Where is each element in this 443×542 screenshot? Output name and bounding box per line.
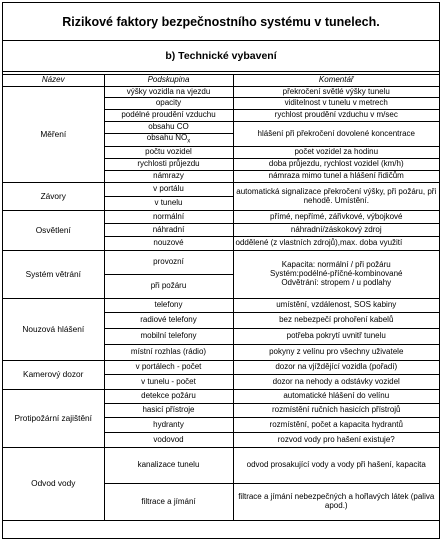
comment-cell: dozor na vjíždějící vozidla (pořadí)	[233, 361, 439, 375]
subgroup-cell: místní rozhlas (rádio)	[104, 345, 233, 361]
subgroup-cell: podélné proudění vzduchu	[104, 110, 233, 122]
comment-cell: hlášení při překročení dovolené koncentrace	[233, 122, 439, 147]
table-header-row	[3, 75, 439, 87]
subscript-x: x	[187, 139, 191, 145]
subgroup-cell: při požáru	[104, 275, 233, 299]
category-lighting: Osvětlení	[3, 211, 104, 251]
comment-cell: umístění, vzdálenost, SOS kabiny	[233, 299, 439, 313]
subgroup-cell: náhradní	[104, 224, 233, 237]
comment-cell: přímé, nepřímé, zářivkové, výbojkové	[233, 211, 439, 224]
subgroup-cell: mobilní telefony	[104, 329, 233, 345]
subgroup-cell: v portálech - počet	[104, 361, 233, 375]
subgroup-cell: detekce požáru	[104, 390, 233, 404]
comment-line: Systém:podélné-příčné-kombinované	[269, 269, 403, 279]
comment-cell	[233, 251, 439, 299]
category-emergency: Nouzová hlášení	[3, 299, 104, 361]
table-row	[3, 299, 439, 313]
comment-cell: automatická signalizace překročení výšky, při požáru, při nehodě. Umístění.	[233, 183, 439, 211]
category-barriers: Závory	[3, 183, 104, 211]
subgroup-cell: počtu vozidel	[104, 147, 233, 159]
document-sheet	[2, 2, 440, 539]
subgroup-cell	[104, 134, 233, 147]
subgroup-cell: opacity	[104, 98, 233, 110]
no-x-label: obsahu NO	[146, 133, 188, 143]
category-camera: Kamerový dozor	[3, 361, 104, 390]
comment-cell: pokyny z velínu pro všechny uživatele	[233, 345, 439, 361]
comment-cell: rozmístění, počet a kapacita hydrantů	[233, 418, 439, 433]
subgroup-cell: hasicí přístroje	[104, 404, 233, 418]
section-subtitle: b) Technické vybavení	[3, 41, 439, 72]
subgroup-cell: telefony	[104, 299, 233, 313]
subgroup-cell: v portálu	[104, 183, 233, 197]
category-fire-protection: Protipožární zajištění	[3, 390, 104, 448]
table-row	[3, 361, 439, 375]
subgroup-cell: námrazy	[104, 171, 233, 183]
category-measurement: Měření	[3, 87, 104, 183]
comment-cell: náhradní/záskokový zdroj	[233, 224, 439, 237]
column-header-subgroup: Podskupina	[104, 75, 233, 87]
subgroup-cell: hydranty	[104, 418, 233, 433]
comment-cell: doba průjezdu, rychlost vozidel (km/h)	[233, 159, 439, 171]
subgroup-cell: v tunelu - počet	[104, 375, 233, 390]
comment-cell: odvod prosakující vody a vody při hašení, kapacita	[233, 448, 439, 484]
comment-cell: rychlost proudění vzduchu v m/sec	[233, 110, 439, 122]
comment-cell: potřeba pokrytí uvnitř tunelu	[233, 329, 439, 345]
table-row	[3, 448, 439, 484]
subgroup-cell: normální	[104, 211, 233, 224]
subgroup-cell: nouzové	[104, 237, 233, 251]
risk-factors-table	[3, 75, 439, 521]
comment-cell: automatické hlášení do velínu	[233, 390, 439, 404]
category-drainage: Odvod vody	[3, 448, 104, 521]
table-row	[3, 390, 439, 404]
subgroup-cell: v tunelu	[104, 197, 233, 211]
comment-cell: bez nebezpečí prohoření kabelů	[233, 313, 439, 329]
table-row	[3, 251, 439, 275]
table-row	[3, 211, 439, 224]
category-ventilation: Systém větrání	[3, 251, 104, 299]
subgroup-cell: filtrace a jímání	[104, 484, 233, 521]
table-row	[3, 183, 439, 197]
comment-cell: viditelnost v tunelu v metrech	[233, 98, 439, 110]
subgroup-cell: provozní	[104, 251, 233, 275]
document-title: Rizikové faktory bezpečnostního systému v tunelech.	[3, 3, 439, 41]
column-header-name: Název	[3, 75, 104, 87]
subgroup-cell: vodovod	[104, 433, 233, 448]
subgroup-cell: kanalizace tunelu	[104, 448, 233, 484]
subgroup-cell: výšky vozidla na vjezdu	[104, 87, 233, 98]
comment-cell: rozvod vody pro hašení existuje?	[233, 433, 439, 448]
comment-cell: oddělené (z vlastních zdrojů),max. doba využití	[233, 237, 439, 251]
column-header-comment: Komentář	[233, 75, 439, 87]
subgroup-cell: radiové telefony	[104, 313, 233, 329]
comment-cell: rozmístění ručních hasicích přístrojů	[233, 404, 439, 418]
comment-cell: dozor na nehody a odstávky vozidel	[233, 375, 439, 390]
table-row	[3, 87, 439, 98]
comment-cell: námraza mimo tunel a hlášení řidičům	[233, 171, 439, 183]
subgroup-cell: obsahu CO	[104, 122, 233, 134]
comment-line: Odvětrání: stropem / u podlahy	[281, 277, 392, 287]
comment-cell: filtrace a jímání nebezpečných a hořlavých látek (paliva apod.)	[233, 484, 439, 521]
comment-cell: překročení světlé výšky tunelu	[233, 87, 439, 98]
comment-line: Kapacita: normální / při požáru	[281, 260, 391, 270]
comment-cell: počet vozidel za hodinu	[233, 147, 439, 159]
subgroup-cell: rychlosti průjezdu	[104, 159, 233, 171]
